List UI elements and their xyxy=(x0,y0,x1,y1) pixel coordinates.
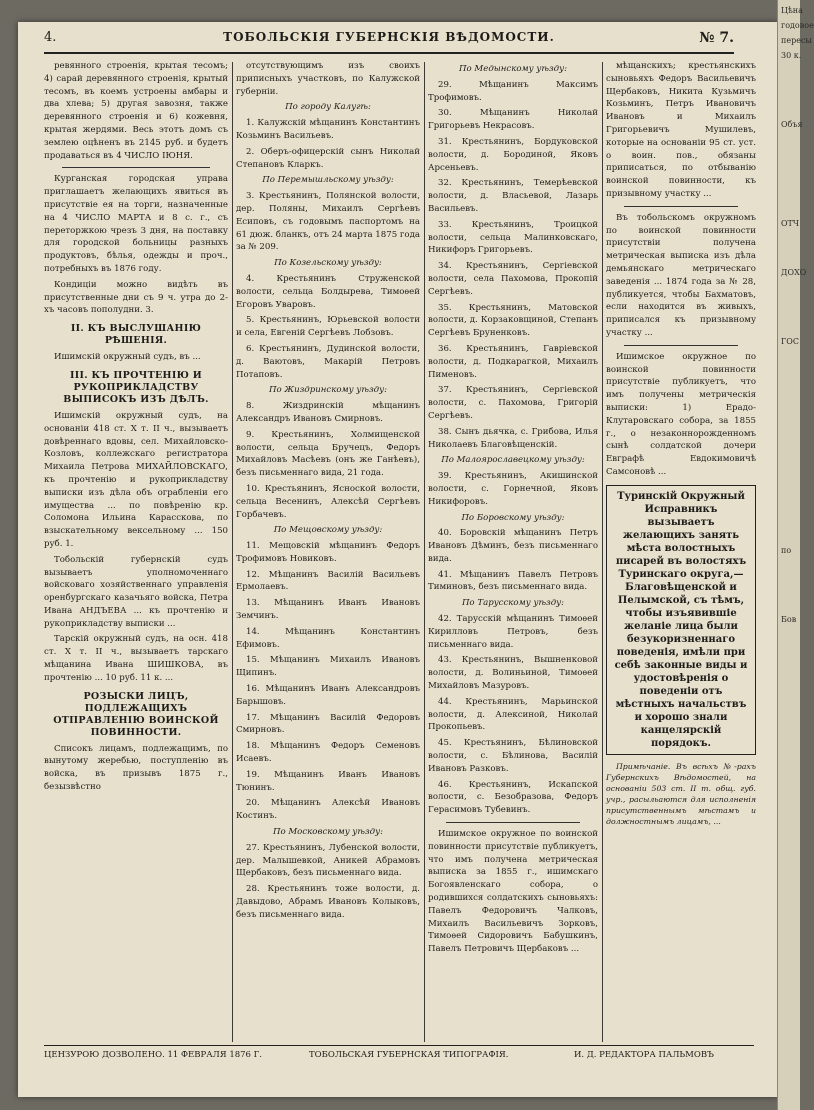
paragraph: Тарскій окружный судъ, на осн. 418 ст. Х т. II ч., вызываетъ тарскаго мѣщанина Ивана ШИШКОВА, въ прочтенію ... 10 руб. 11 к. ... xyxy=(44,634,228,683)
list-item: 20. Мѣщанинъ Алексѣй Ивановъ Костинъ. xyxy=(236,798,420,822)
paragraph: Ишимское окружное по воинской повинности присутствіе публикуетъ, что имъ получены метрическія выписки: 1) Ерадо-Клутаровскаго собора, за 1855 г., о незаконнорожденномъ сынѣ солдатской дочери Евграфѣ Евдокимовичѣ Самсоновѣ ... xyxy=(606,351,756,477)
list-item: 37. Крестьянинъ, Сергіевской волости, с. Пахомова, Григорій Сергѣевъ. xyxy=(428,385,598,421)
list-item: 4. Крестьянинъ Струженской волости, сельца Болдырева, Тимоѳей Егоровъ Уваровъ. xyxy=(236,273,420,310)
list-item: 1. Калужскій мѣщанинъ Константинъ Козьминъ Васильевъ. xyxy=(236,118,420,141)
section-heading: РОЗЫСКИ ЛИЦЪ, ПОДЛЕЖАЩИХЪ ОТПРАВЛЕНІЮ ВОИНСКОЙ ПОВИННОСТИ. xyxy=(53,690,219,738)
censor-note: ЦЕНЗУРОЮ ДОЗВОЛЕНО. 11 ФЕВРАЛЯ 1876 Г. xyxy=(44,1050,262,1060)
edge-text: ГОС xyxy=(781,337,799,346)
column-1 xyxy=(44,60,228,1035)
list-item: 3. Крестьянинъ, Полянской волости, дер. Поляны, Михаилъ Сергѣевъ Есиповъ, съ годовымъ паспортомъ на 61 дюж. бланкъ, отъ 24 марта 1875 года за № 209. xyxy=(236,191,421,253)
paragraph: Кондиціи можно видѣть въ присутственные дни съ 9 ч. утра до 2-хъ часовъ пополудни. 3. xyxy=(44,279,228,316)
list-item: 33. Крестьянинъ, Троицкой волости, сельца Малинковскаго, Никифоръ Григорьевъ. xyxy=(428,219,598,256)
divider xyxy=(62,167,210,168)
list-item: 13. Мѣщанинъ Иванъ Ивановъ Земчинъ. xyxy=(236,598,420,622)
list-item: 31. Крестьянинъ, Бордуковской волости, д. Бородиной, Яковъ Арсеньевъ. xyxy=(428,136,598,173)
district-heading: По Малоярославецкому уѣзду: xyxy=(441,455,585,466)
edge-text: по xyxy=(781,546,792,555)
list-item: 9. Крестьянинъ, Холмищенской волости, сельца Бручецъ, Федоръ Михайловъ Масѣевъ (онъ же Ганѣевъ), безъ письменнаго вида, 21 года. xyxy=(236,429,420,479)
announcement-text: Туринскій Окружный Исправникъ вызываетъ желающихъ занять мѣста волостныхъ писарей въ волостяхъ Туринскаго округа,— Благовѣщенской и Пелымской, съ тѣмъ, чтобы изъявившіе желаніе лица были безукоризненнаго поведенія, имѣли при себѣ законные виды и удостовѣренія о поведеніи отъ мѣстныхъ начальствъ и хорошо знали канцелярскій порядокъ. xyxy=(614,490,748,749)
district-heading: По Московскому уѣзду: xyxy=(272,827,384,838)
district-heading: По Жиздринскому уѣзду: xyxy=(269,385,387,396)
list-item: 39. Крестьянинъ, Акишинской волости, с. Горнечной, Яковъ Никифоровъ. xyxy=(428,471,598,507)
column-2 xyxy=(236,60,420,1035)
editor-note: И. Д. РЕДАКТОРА ПАЛЬМОВЪ xyxy=(574,1050,714,1060)
list-item: 6. Крестьянинъ, Дудинской волости, д. Ваютовъ, Макарій Петровъ Потаповъ. xyxy=(236,343,420,380)
footnote: Примѣчаніе. Въ всѣхъ №-рахъ Губернскихъ Вѣдомостей, на основаніи 503 ст. II т. общ. губ. учр., расыльаются для исполненія присутственнымъ мѣстамъ и должностнымъ лицамъ, ... xyxy=(606,761,756,826)
edge-text: Объя xyxy=(781,120,803,129)
divider xyxy=(446,822,580,823)
edge-text: ДОХО xyxy=(781,268,807,277)
paragraph: Тобольскій губернскій судъ вызываетъ уполномоченнаго войсковаго хозяйственнаго управленія оренбургскаго казачьяго войска, Петра Ивана АНДЪЕВА ... къ прочтенію и рукоприкладству выписки ... xyxy=(44,554,228,629)
list-item: 12. Мѣщанинъ Василій Васильевъ Ермолаевъ. xyxy=(236,569,420,593)
edge-text: Цѣна xyxy=(781,6,803,15)
list-item: 34. Крестьянинъ, Сергіевской волости, села Пахомова, Прокопій Сергѣевъ. xyxy=(428,261,598,297)
paragraph: отсутствующимъ изъ своихъ приписныхъ участковъ, по Калужской губерніи. xyxy=(236,61,420,97)
divider xyxy=(624,206,738,207)
paragraph: Курганская городская управа приглашаетъ желающихъ явиться въ присутствіе ея на торги, назначенные на 4 ЧИСЛО МАРТА и 8 с. г., съ переторжкою чрезъ 3 дня, на поставку для городской больницы разныхъ продуктовъ, бѣлья, одежды и проч., потребныхъ въ 1876 году. xyxy=(44,174,228,274)
list-item: 14. Мѣщанинъ Константинъ Ефимовъ. xyxy=(236,626,420,650)
paragraph: мѣщанскихъ; крестьянскихъ сыновьяхъ Федоръ Васильевичъ Щербаковъ, Никита Кузьмичъ Козьминъ, Петръ Ивановичъ Ивановъ и Михаилъ Григорьевичъ Мушилевъ, которые на основаніи 95 ст. уст. о воин. пов., обязаны приписаться, по отбыванію воинской повинности, къ призывному участку ... xyxy=(606,61,756,199)
list-item: 15. Мѣщанинъ Михаилъ Ивановъ Щипинъ. xyxy=(236,655,420,679)
edge-text: 30 к. xyxy=(781,51,802,60)
list-item: 10. Крестьянинъ, Ясноской волости, сельца Весенинъ, Алексѣй Сергѣевъ Горбачевъ. xyxy=(236,483,420,520)
list-item: 19. Мѣщанинъ Иванъ Ивановъ Тюнинъ. xyxy=(236,769,420,793)
list-item: 16. Мѣщанинъ Иванъ Александровъ Барышовъ. xyxy=(236,684,420,707)
district-heading: По Козельскому уѣзду: xyxy=(274,258,382,269)
page-footer xyxy=(44,1045,754,1064)
list-item: 44. Крестьянинъ, Марьинской волости, д. Алексиной, Николай Прокопьевъ. xyxy=(428,696,598,733)
list-item: 2. Оберъ-офицерскій сынъ Николай Степановъ Кларкъ. xyxy=(236,146,420,170)
list-item: 38. Сынъ дьячка, с. Грибова, Илья Николаевъ Благовѣщенскій. xyxy=(428,426,598,450)
list-item: 42. Тарусскій мѣщанинъ Тимоѳей Кирилловъ Петровъ, безъ письменнаго вида. xyxy=(428,614,598,650)
list-item: 5. Крестьянинъ, Юрьевской волости и села, Евгеній Сергѣевъ Лобзовъ. xyxy=(236,315,420,339)
divider xyxy=(624,345,738,346)
next-page-edge xyxy=(777,0,814,1110)
list-item: 30. Мѣщанинъ Николай Григорьевъ Некрасовъ. xyxy=(428,108,598,132)
newspaper-title: ТОБОЛЬСКІЯ ГУБЕРНСКІЯ ВѢДОМОСТИ. xyxy=(223,30,555,44)
printer-note: ТОБОЛЬСКАЯ ГУБЕРНСКАЯ ТИПОГРАФІЯ. xyxy=(309,1050,509,1060)
issue-number: № 7. xyxy=(699,30,734,46)
district-heading: По Боровскому уѣзду: xyxy=(461,512,565,523)
edge-text: ОТЧ xyxy=(781,219,800,228)
section-heading: II. КЪ ВЫСЛУШАНІЮ РѢШЕНІЯ. xyxy=(70,323,202,347)
list-item: 40. Боровскій мѣщанинъ Петръ Ивановъ Дѣминъ, безъ письменнаго вида. xyxy=(428,528,598,564)
edge-text: пересы xyxy=(781,36,812,45)
district-heading: По городу Калугѣ: xyxy=(285,102,371,113)
district-heading: По Медынскому уѣзду: xyxy=(459,64,567,74)
list-item: 45. Крестьянинъ, Бѣлиновской волости, с. Бѣлинова, Василій Ивановъ Разковъ. xyxy=(428,738,598,774)
list-item: 11. Мещовскій мѣщанинъ Федоръ Трофимовъ Новиковъ. xyxy=(236,541,420,564)
column-rule xyxy=(232,62,233,1042)
list-item: 32. Крестьянинъ, Темерѣевской волости, д. Власьевой, Лазарь Васильевъ. xyxy=(428,178,598,214)
list-item: 8. Жиздринскій мѣщанинъ Александръ Ивановъ Смирновъ. xyxy=(236,401,420,424)
paragraph: Въ тобольскомъ окружномъ по воинской повинности присутствіи получена метрическая выписка изъ дѣла демьянскаго метрическаго заведенія ... 1874 года за № 28, публикуется, чтобы Бахматовъ, если находится въ живыхъ, приписался къ призывному участку ... xyxy=(606,212,756,338)
list-item: 29. Мѣщанинъ Максимъ Трофимовъ. xyxy=(428,79,598,103)
column-rule xyxy=(424,62,425,1042)
list-item: 43. Крестьянинъ, Вышненковой волости, д. Волиньиной, Тимоѳей Михайловъ Мазуровъ. xyxy=(428,655,598,692)
list-item: 36. Крестьянинъ, Гавріевской волости, д. Подкарагкой, Михаилъ Пименовъ. xyxy=(428,343,598,380)
column-3 xyxy=(428,60,598,1035)
paragraph: Ишимскій окружный судъ, на основаніи 418 ст. Х т. II ч., вызываетъ довѣреннаго вдовы, сел. Михайловско-Козловъ, коллежскаго регистратора Михаила Петрова МИХАЙЛОВСКАГО, къ прочтенію и рукоприкладству выписки изъ дѣла объ ограбленіи его имущества ... по повѣренію кр. Соломона Ильина Карасскова, по взыскательному вексельному ... 150 руб. 1. xyxy=(44,410,228,549)
list-item: 35. Крестьянинъ, Матовской волости, д. Корзаковщиной, Степанъ Сергѣевъ Бруненковъ. xyxy=(428,302,598,339)
list-item: 46. Крестьянинъ, Искапской волости, с. Безобразова, Федоръ Герасимовъ Тубевинъ. xyxy=(428,779,598,816)
list-item: 17. Мѣщанинъ Василій Федоровъ Смирновъ. xyxy=(236,712,420,736)
column-4 xyxy=(606,60,756,1035)
edge-text: годовое xyxy=(781,21,814,30)
district-heading: По Мещовскому уѣзду: xyxy=(273,525,383,536)
list-item: 41. Мѣщанинъ Павелъ Петровъ Тиминовъ, безъ письменнаго вида. xyxy=(428,569,598,593)
paragraph: Ишимское окружное по воинской повинности присутствіе публикуетъ, что имъ получена метрическая выписка за 1855 г., ишимскаго Богоявленскаго собора, о родившихся солдатскихъ сыновьяхъ: Павелъ Федоровичъ Чалковъ, Михаилъ Васильевичъ Зорковъ, Тимоѳей Сидоровичъ Бабушкинъ, Павелъ Петровичъ Щербаковъ ... xyxy=(428,829,598,955)
column-rule xyxy=(602,62,603,1042)
list-item: 18. Мѣщанинъ Федоръ Семеновъ Исаевъ. xyxy=(236,741,420,765)
paragraph: Списокъ лицамъ, подлежащимъ, по вынутому жеребью, поступленію въ войска, въ призывъ 1875 г., безызвѣстно xyxy=(44,743,228,793)
paragraph: Ишимскій окружный судъ, въ ... xyxy=(54,352,201,363)
section-heading: III. КЪ ПРОЧТЕНІЮ И РУКОПРИКЛАДСТВУ ВЫПИСОКЪ ИЗЪ ДѢЛЪ. xyxy=(63,369,209,405)
edge-text: Бов xyxy=(781,615,797,624)
list-item: 27. Крестьянинъ, Лубенской волости, дер. Малышевкой, Аникей Абрамовъ Щербаковъ, безъ письменнаго вида. xyxy=(236,842,420,879)
list-item: 28. Крестьянинъ тоже волости, д. Давыдово, Абрамъ Ивановъ Колыковъ, безъ письменнаго вида. xyxy=(236,884,420,920)
district-heading: По Перемышльскому уѣзду: xyxy=(262,175,394,186)
district-heading: По Тарусскому уѣзду: xyxy=(461,598,565,609)
page-header xyxy=(44,30,734,54)
paragraph: ревянного строенія, крытая тесомъ; 4) сарай деревянного строенія, крытый тесомъ, въ коемъ устроены амбары и два хлева; 5) другая завозня, также деревянного строенія и 6) кожевня, крытая жердями. Весь этотъ домъ съ землею оцѣненъ въ 2145 руб. и будетъ продаваться въ 4 ЧИСЛО ІЮНЯ. xyxy=(44,61,228,161)
page-number: 4. xyxy=(44,30,57,45)
announcement-box xyxy=(606,485,756,755)
